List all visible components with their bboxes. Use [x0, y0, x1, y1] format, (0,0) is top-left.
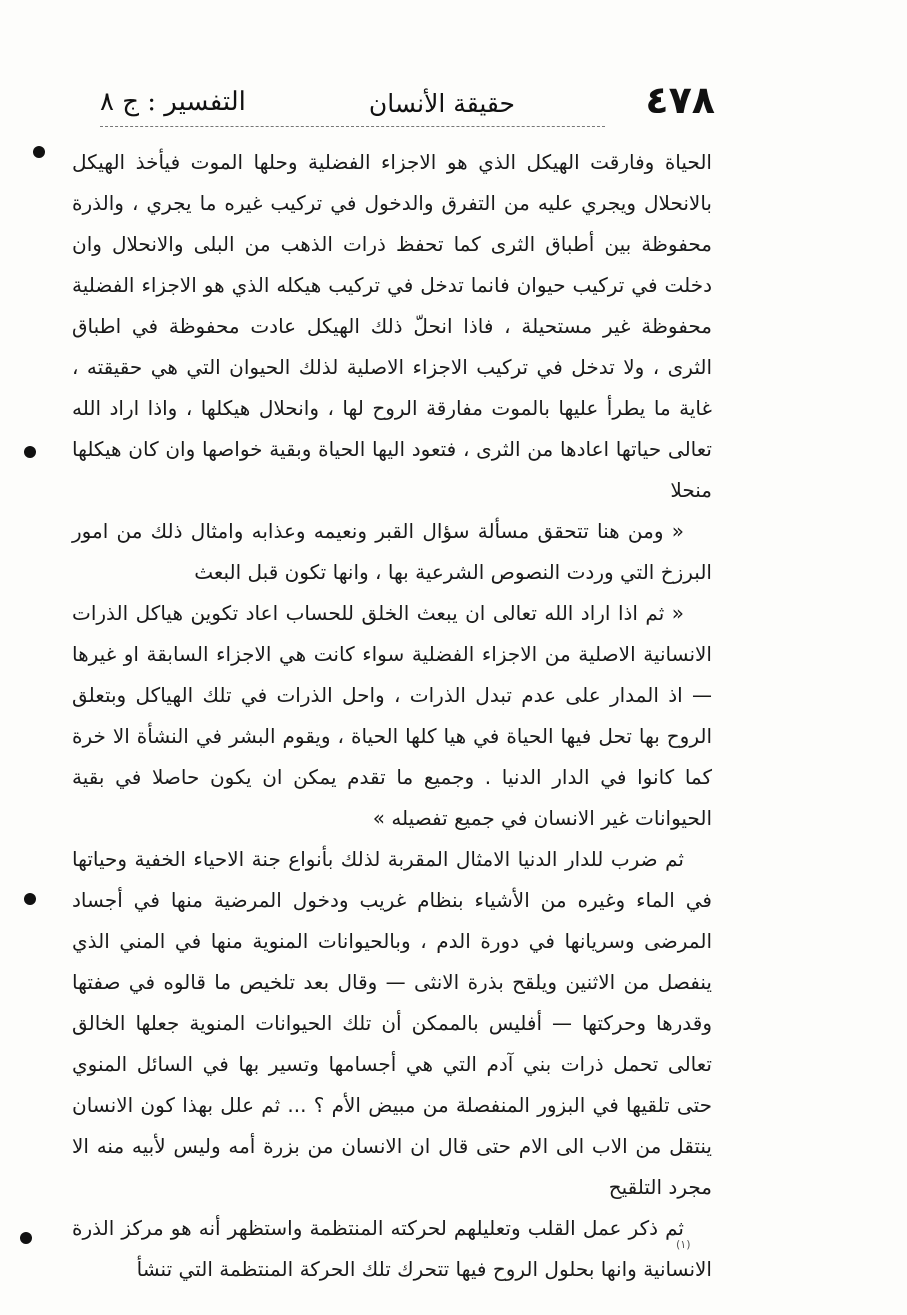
- chapter-title: حقيقة الأنسان: [368, 89, 515, 118]
- page-header: [100, 78, 715, 126]
- paragraph: ثم ضرب للدار الدنيا الامثال المقربة لذلك بأنواع جنة الاحياء الخفية وحياتها في الماء وغيره من الأشياء بنظام غريب ودخول المرضية منها في أجساد المرضى وسريانها في دورة الدم ، وبالحيوانات المنوية منها في المني الذي ينفصل من الاثنين ويلقح بذرة الانثى — وقال بعد تلخيص ما قالوه في صفتها وقدرها وحركتها — أفليس بالممكن أن تلك الحيوانات المنوية جعلها الخالق تعالى تحمل ذرات بني آدم التي هي أجسامها وتسير بها في السائل المنوي حتى تلقيها في البزور المنفصلة من مبيض الأم ؟ ... ثم علل بهذا كون الانسان ينتقل من الاب الى الام حتى قال ان الانسان من بزرة أمه وليس لأبيه منه الا مجرد التلقيح: [72, 847, 712, 1199]
- paragraph: « ثم اذا اراد الله تعالى ان يبعث الخلق للحساب اعاد تكوين هياكل الذرات الانسانية الاصلية من الاجزاء الفضلية سواء كانت هي الاجزاء السابقة او غيرها — اذ المدار على عدم تبدل الذرات ، واحل الذرات في تلك الهياكل وبتعلق الروح بها تحل فيها الحياة في هيا كلها الحياة ، ويقوم البشر في النشأة الا خرة كما كانوا في الدار الدنيا . وجميع ما تقدم يمكن ان يكون حاصلا في بقية الحيوانات غير الانسان في جميع تفصيله »: [72, 601, 712, 830]
- binding-hole: [24, 893, 36, 905]
- paragraph: « ومن هنا تتحقق مسألة سؤال القبر ونعيمه وعذابه وامثال ذلك من امور البرزخ التي وردت النصوص الشرعية بها ، وانها تكون قبل البعث: [72, 519, 712, 584]
- running-head: التفسير : ج ٨: [100, 87, 246, 117]
- footnote-mark: (١): [676, 1238, 691, 1251]
- page-number: ٤٧٨: [645, 78, 715, 122]
- binding-hole: [20, 1232, 32, 1244]
- header-rule: [100, 126, 605, 127]
- paragraph: ثم ذكر عمل القلب وتعليلهم لحركته المنتظمة واستظهر أنه هو مركز الذرة الانسانية وانها بحلول الروح فيها تتحرك تلك الحركة المنتظمة التي تنشأ: [72, 1216, 712, 1281]
- paragraph: الحياة وفارقت الهيكل الذي هو الاجزاء الفضلية وحلها الموت فيأخذ الهيكل بالانحلال ويجري عليه من التفرق والدخول في تركيب غيره ما يجري ، والذرة محفوظة بين أطباق الثرى كما تحفظ ذرات الذهب من البلى والانحلال وان دخلت في تركيب حيوان فانما تدخل في تركيب هيكله الذي هو الاجزاء الفضلية محفوظة غير مستحيلة ، فاذا انحلّ ذلك الهيكل عادت محفوظة في اطباق الثرى ، ولا تدخل في تركيب الاجزاء الاصلية لذلك الحيوان التي هي حقيقته ، غاية ما يطرأ عليها بالموت مفارقة الروح لها ، وانحلال هيكلها ، واذا اراد الله تعالى حياتها اعادها من الثرى ، فتعود اليها الحياة وبقية خواصها وان كان هيكلها منحلا: [72, 150, 712, 502]
- binding-hole: [24, 446, 36, 458]
- binding-hole: [33, 146, 45, 158]
- body-text: [72, 142, 712, 1290]
